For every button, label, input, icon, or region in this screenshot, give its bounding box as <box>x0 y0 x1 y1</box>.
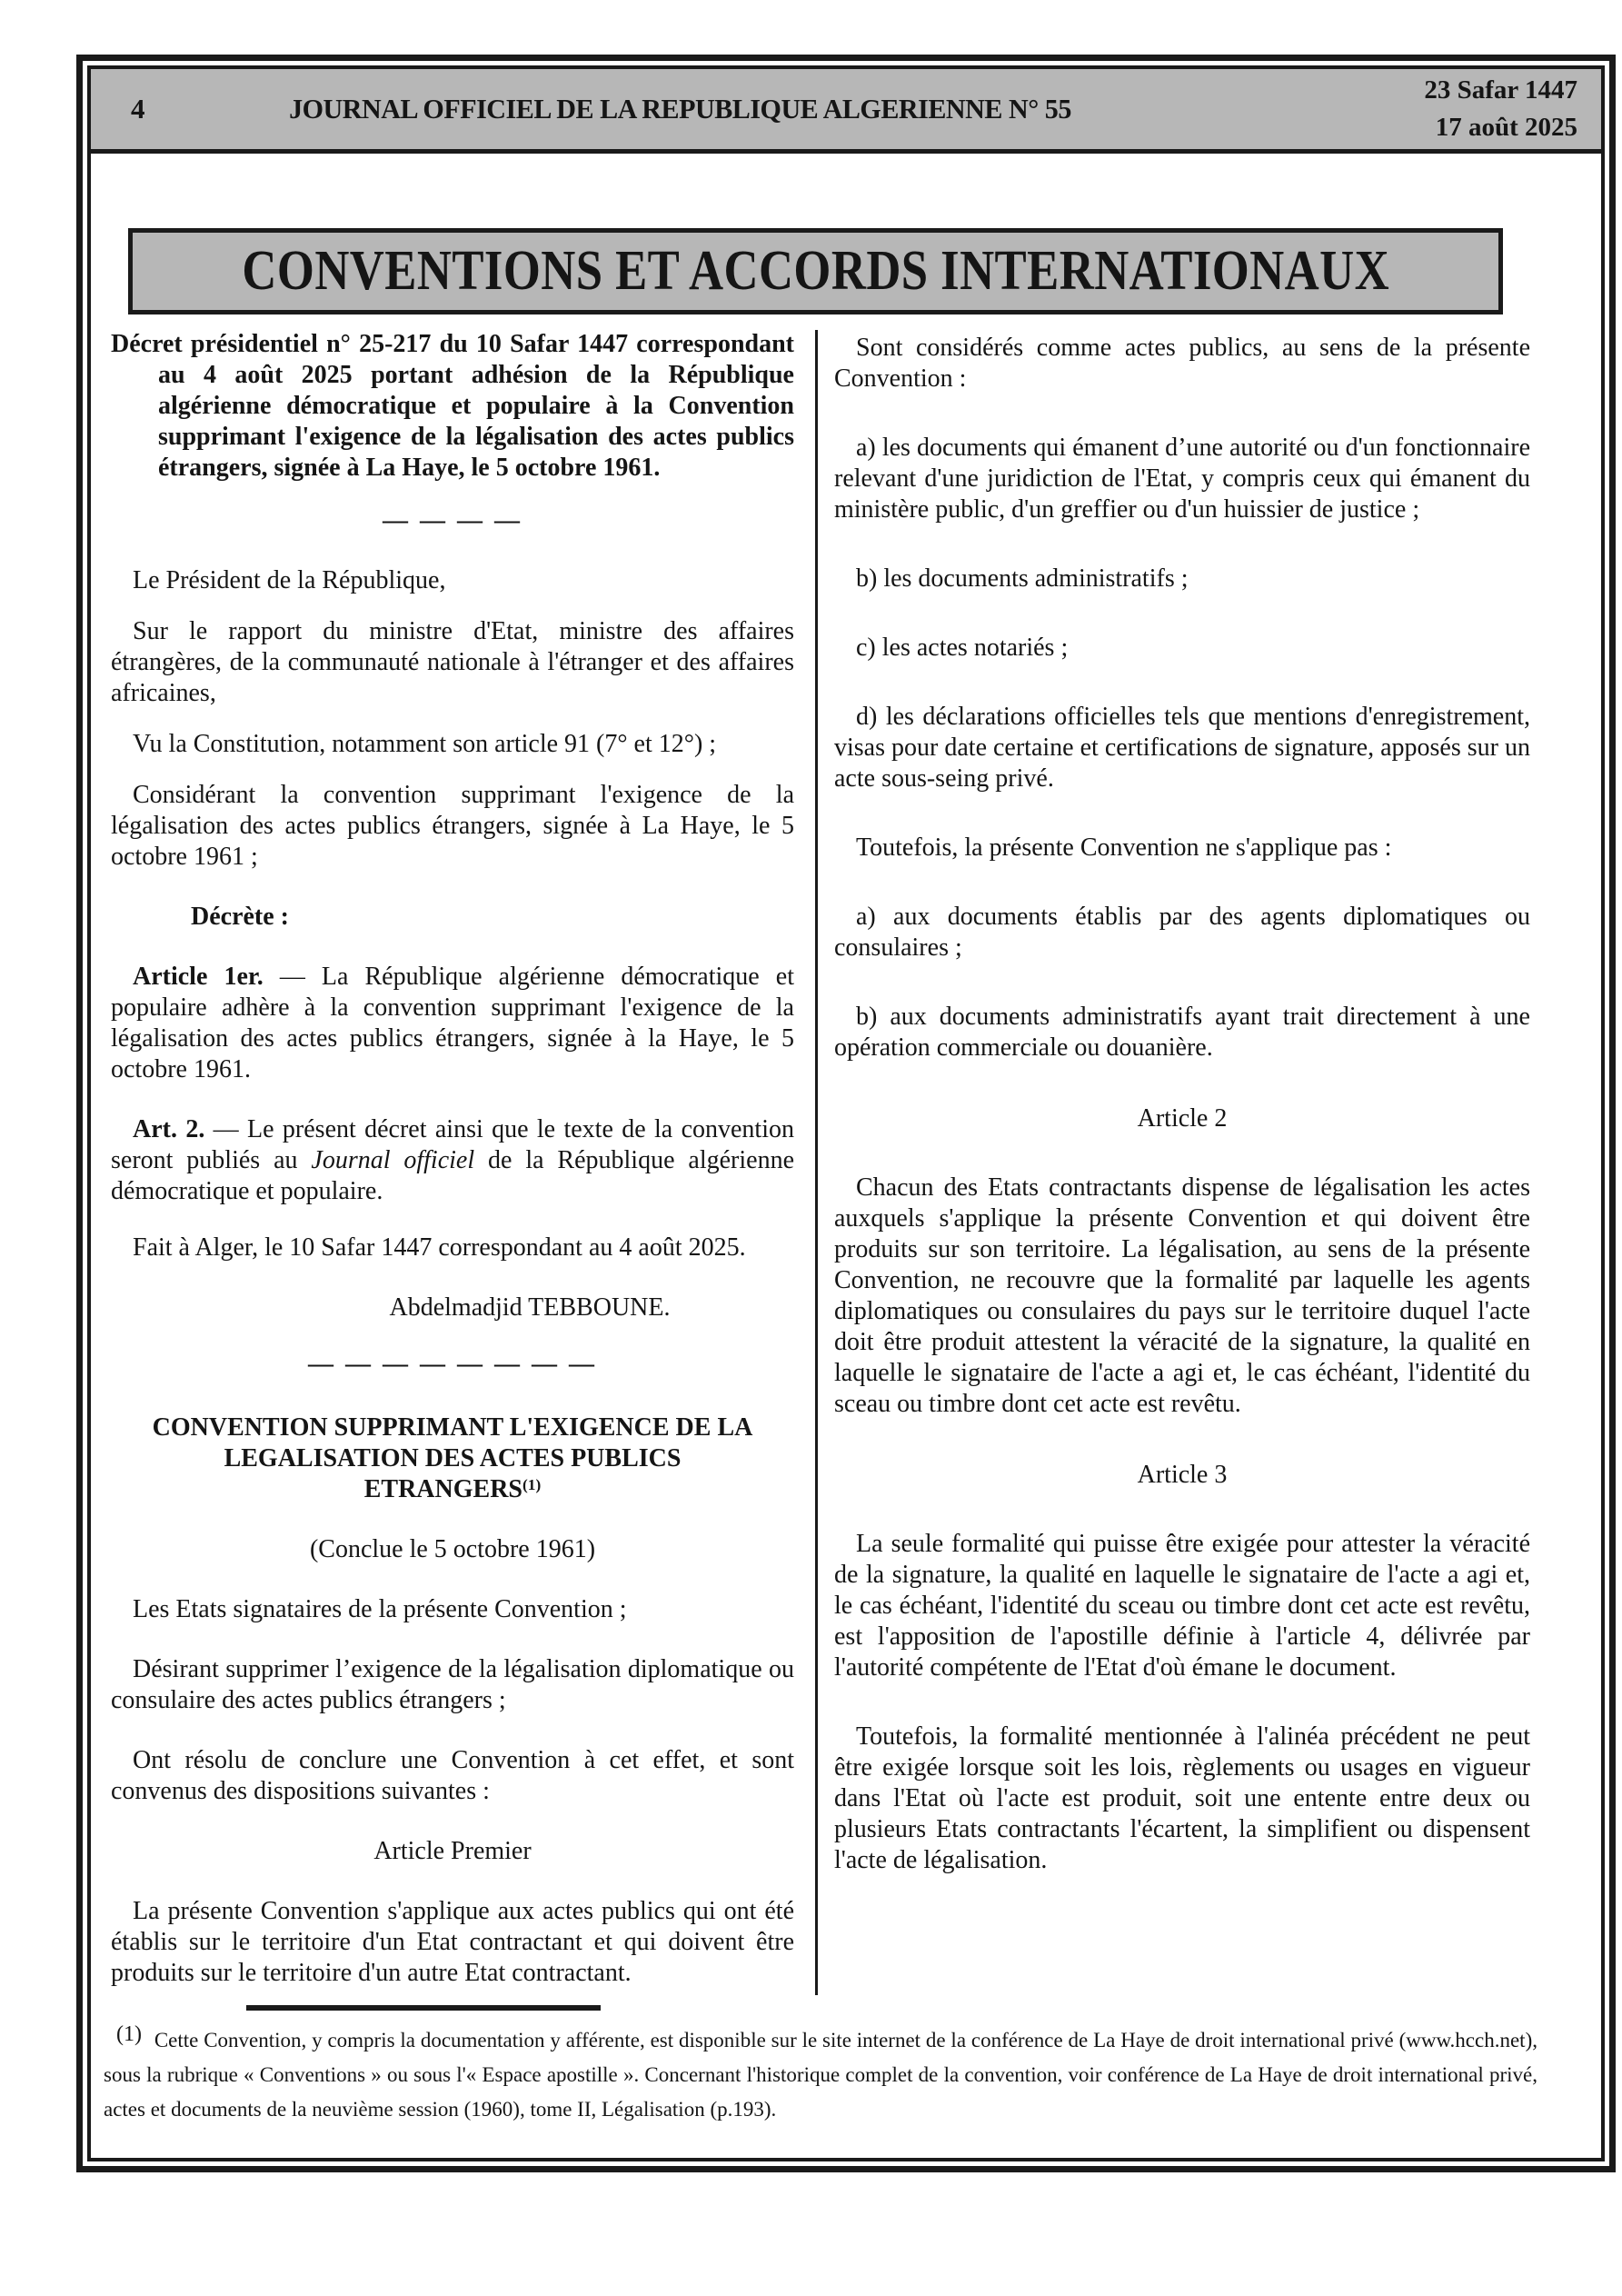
article-1-paragraph <box>111 962 794 1085</box>
article-3-body-2: Toutefois, la formalité mentionnée à l'alinéa précédent ne peut être exigée lorsque soit les lois, règlements ou usages en vigueur dans l'Etat où l'acte est produit, soit une entente entre deux ou plusieurs Etats contractants l'écartent, la simplifient ou dispensent l'acte de légalisation. <box>834 1722 1530 1874</box>
page-number: 4 <box>131 93 145 125</box>
decree-title: Décret présidentiel n° 25-217 du 10 Safar 1447 correspondant au 4 août 2025 portant adhésion de la République algérienne démocratique et populaire à la Convention supprimant l'exigence de la légalisation des actes publics étrangers, signée à La Haye, le 5 octobre 1961. <box>111 330 794 482</box>
exclusion-item-b: b) aux documents administratifs ayant trait directement à une opération commerciale ou douanière. <box>834 1003 1530 1062</box>
article-premier-heading: Article Premier <box>373 1837 532 1865</box>
decrete-heading: Décrète : <box>191 903 290 931</box>
paragraph-toutefois: Toutefois, la présente Convention ne s'applique pas : <box>856 834 1392 862</box>
article-2-text-a: — Le présent décret ainsi que le texte de la convention seront publiés au <box>111 1115 794 1174</box>
paragraph-resolu: Ont résolu de conclure une Convention à cet effet, et sont convenus des dispositions suivantes : <box>111 1746 794 1805</box>
article-2-label: Art. 2. <box>133 1115 205 1143</box>
article-2-paragraph <box>111 1114 794 1207</box>
issue-dates <box>1183 72 1601 146</box>
journal-officiel-italic: Journal officiel <box>311 1146 475 1174</box>
header-bar <box>91 69 1601 154</box>
list-item-a: a) les documents qui émanent d’une autorité ou d'un fonctionnaire relevant d'une juridiction de l'Etat, y compris ceux qui émanent du ministère public, d'un greffier ou d'un huissier de justice ; <box>834 434 1530 524</box>
paragraph-rapport: Sur le rapport du ministre d'Etat, ministre des affaires étrangères, de la communauté nationale à l'étranger et des affaires africaines, <box>111 617 794 707</box>
section-banner <box>128 228 1503 314</box>
paragraph-president: Le Président de la République, <box>133 566 446 594</box>
column-divider <box>815 330 818 1995</box>
article-3-heading: Article 3 <box>1137 1461 1228 1489</box>
convention-title-text: CONVENTION SUPPRIMANT L'EXIGENCE DE LA LEGALISATION DES ACTES PUBLICS ETRANGERS <box>152 1413 753 1503</box>
left-column <box>111 329 794 1989</box>
exclusion-item-a: a) aux documents établis par des agents diplomatiques ou consulaires ; <box>834 903 1530 962</box>
article-2-body: Chacun des Etats contractants dispense de légalisation les actes auxquels s'applique la présente Convention et qui doivent être produits sur son territoire. La légalisation, au sens de la présente Convention, ne recouvre que la formalité par laquelle les agents diplomatiques ou consulaires du pays sur le territoire duquel l'acte doit être produit attestent la véracité de la signature, la qualité en laquelle le signataire de l'acte a agi et, le cas échéant, l'identité du sceau ou timbre dont cet acte est revêtu. <box>834 1173 1530 1418</box>
article-3-body-1: La seule formalité qui puisse être exigée pour attester la véracité de la signature, la qualité en laquelle le signataire de l'acte a agi et, le cas échéant, l'identité du sceau ou timbre dont cet acte est revêtu, est l'apposition de l'apostille définie à l'article 4, délivrée par l'autorité compétente de l'Etat d'où émane le document. <box>834 1530 1530 1682</box>
footnote-ref-marker: (1) <box>522 1476 542 1493</box>
paragraph-fait-a-alger: Fait à Alger, le 10 Safar 1447 correspondant au 4 août 2025. <box>133 1233 746 1262</box>
list-item-b: b) les documents administratifs ; <box>856 564 1189 593</box>
footnote <box>104 2023 1537 2127</box>
conclue-line: (Conclue le 5 octobre 1961) <box>309 1535 596 1563</box>
paragraph-considerant: Considérant la convention supprimant l'exigence de la légalisation des actes publics étrangers, signée à La Haye, le 5 octobre 1961 ; <box>111 781 794 871</box>
separator-long: — — — — — — — — <box>308 1350 597 1378</box>
paragraph-actes-publics: Sont considérés comme actes publics, au sens de la présente Convention : <box>834 334 1530 393</box>
convention-title <box>134 1413 771 1505</box>
paragraph-constitution: Vu la Constitution, notamment son article 91 (7° et 12°) ; <box>133 730 717 758</box>
list-item-d: d) les déclarations officielles tels que mentions d'enregistrement, visas pour date certaine et certifications de signature, apposés sur un acte sous-seing privé. <box>834 703 1530 793</box>
article-1-text: — La République algérienne démocratique et populaire adhère à la convention supprimant l'exigence de la légalisation des actes publics étrangers, signée à la Haye, le 5 octobre 1961. <box>111 963 795 1083</box>
issue-date-gregorian: 17 août 2025 <box>1435 113 1577 142</box>
paragraph-signataires: Les Etats signataires de la présente Convention ; <box>133 1595 627 1623</box>
list-item-c: c) les actes notariés ; <box>856 634 1069 662</box>
section-banner-title: CONVENTIONS ET ACCORDS INTERNATIONAUX <box>242 240 1389 302</box>
footnote-text: Cette Convention, y compris la documentation y afférente, est disponible sur le site internet de la conférence de La Haye de droit international privé (www.hcch.net), sous la rubrique « Conventions » ou sous l'« Espace apostille ». Concernant l'historique complet de la convention, voir conférence de La Haye de droit international privé, actes et documents de la neuvième session (1960), tome II, Légalisation (p.193). <box>104 2029 1537 2121</box>
article-1-label: Article 1er. <box>133 963 264 991</box>
footnote-marker: (1) <box>116 2022 142 2046</box>
separator-short: — — — — <box>383 506 522 534</box>
paragraph-desirant: Désirant supprimer l’exigence de la légalisation diplomatique ou consulaire des actes publics étrangers ; <box>111 1655 794 1714</box>
article-2-text-b: de la République algérienne démocratique et populaire. <box>111 1146 794 1205</box>
journal-title: JOURNAL OFFICIEL DE LA REPUBLIQUE ALGERIENNE N° 55 <box>289 93 1071 125</box>
footnote-rule <box>246 2005 601 2011</box>
article-premier-text: La présente Convention s'applique aux actes publics qui ont été établis sur le territoire d'un Etat contractant et qui doivent être produits sur le territoire d'un autre Etat contractant. <box>111 1897 794 1987</box>
article-2-heading: Article 2 <box>1137 1104 1228 1133</box>
issue-date-hijri: 23 Safar 1447 <box>1424 75 1577 105</box>
right-column <box>834 329 1530 1876</box>
signature-name: Abdelmadjid TEBBOUNE. <box>389 1293 671 1322</box>
